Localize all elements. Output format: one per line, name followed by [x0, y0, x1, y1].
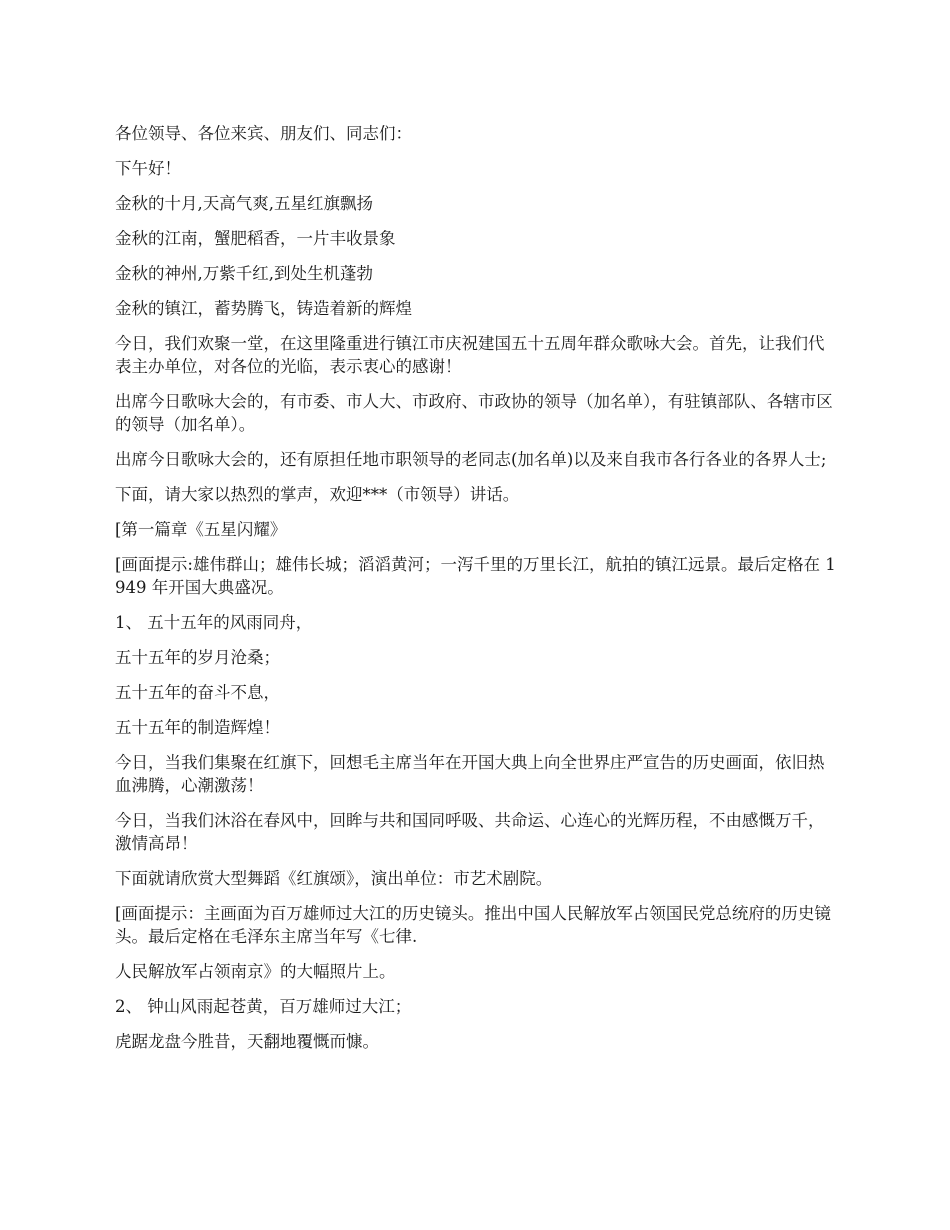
- poem-line: 2、 钟山风雨起苍黄，百万雄师过大江；: [115, 997, 412, 1016]
- poem-line: 虎踞龙盘今胜昔，天翻地覆慨而慷。: [115, 1032, 379, 1051]
- greeting-afternoon: 下午好！: [115, 159, 181, 178]
- body-paragraph: 出席今日歌咏大会的，有市委、市人大、市政府、市政协的领导（加名单），有驻镇部队、各辖市区的领导（加名单）。: [115, 392, 833, 434]
- body-paragraph: 今日，当我们沐浴在春风中，回眸与共和国同呼吸、共命运、心连心的光辉历程，不由感慨万千，激情高昂！: [115, 811, 825, 853]
- body-paragraph: 今日，我们欢聚一堂，在这里隆重进行镇江市庆祝建国五十五周年群众歌咏大会。首先，让我们代表主办单位，对各位的光临，表示衷心的感谢！: [115, 334, 825, 376]
- poem-line: 五十五年的制造辉煌！: [115, 718, 280, 737]
- poem-line: 金秋的十月,天高气爽,五星红旗飘扬: [115, 194, 373, 213]
- scene-note: [画面提示:雄伟群山；雄伟长城；滔滔黄河；一泻千里的万里长江，航拍的镇江远景。最后定格在 1949 年开国大典盛况。: [115, 555, 836, 597]
- body-paragraph: 下面，请大家以热烈的掌声，欢迎***（市领导）讲话。: [115, 485, 520, 504]
- poem-line: 金秋的江南，蟹肥稻香，一片丰收景象: [115, 229, 396, 248]
- poem-line: 五十五年的奋斗不息，: [115, 683, 280, 702]
- greeting-line: 各位领导、各位来宾、朋友们、同志们：: [115, 124, 412, 143]
- chapter-heading: [第一篇章《五星闪耀》: [115, 520, 287, 539]
- document-body: [115, 122, 840, 1065]
- body-paragraph: 出席今日歌咏大会的，还有原担任地市职领导的老同志(加名单)以及来自我市各行各业的各界人士;: [115, 450, 827, 469]
- body-paragraph: 下面就请欣赏大型舞蹈《红旗颂》，演出单位：市艺术剧院。: [115, 869, 553, 888]
- poem-line: 1、 五十五年的风雨同舟，: [115, 613, 313, 632]
- scene-note-continued: 人民解放军占领南京》的大幅照片上。: [115, 962, 396, 981]
- poem-line: 五十五年的岁月沧桑；: [115, 648, 280, 667]
- body-paragraph: 今日，当我们集聚在红旗下，回想毛主席当年在开国大典上向全世界庄严宣告的历史画面，依旧热血沸腾，心潮激荡！: [115, 753, 825, 795]
- scene-note: [画面提示：主画面为百万雄师过大江的历史镜头。推出中国人民解放军占领国民党总统府的历史镜头。最后定格在毛泽东主席当年写《七律.: [115, 904, 831, 946]
- poem-line: 金秋的神州,万紫千红,到处生机蓬勃: [115, 264, 373, 283]
- poem-line: 金秋的镇江，蓄势腾飞，铸造着新的辉煌: [115, 299, 412, 318]
